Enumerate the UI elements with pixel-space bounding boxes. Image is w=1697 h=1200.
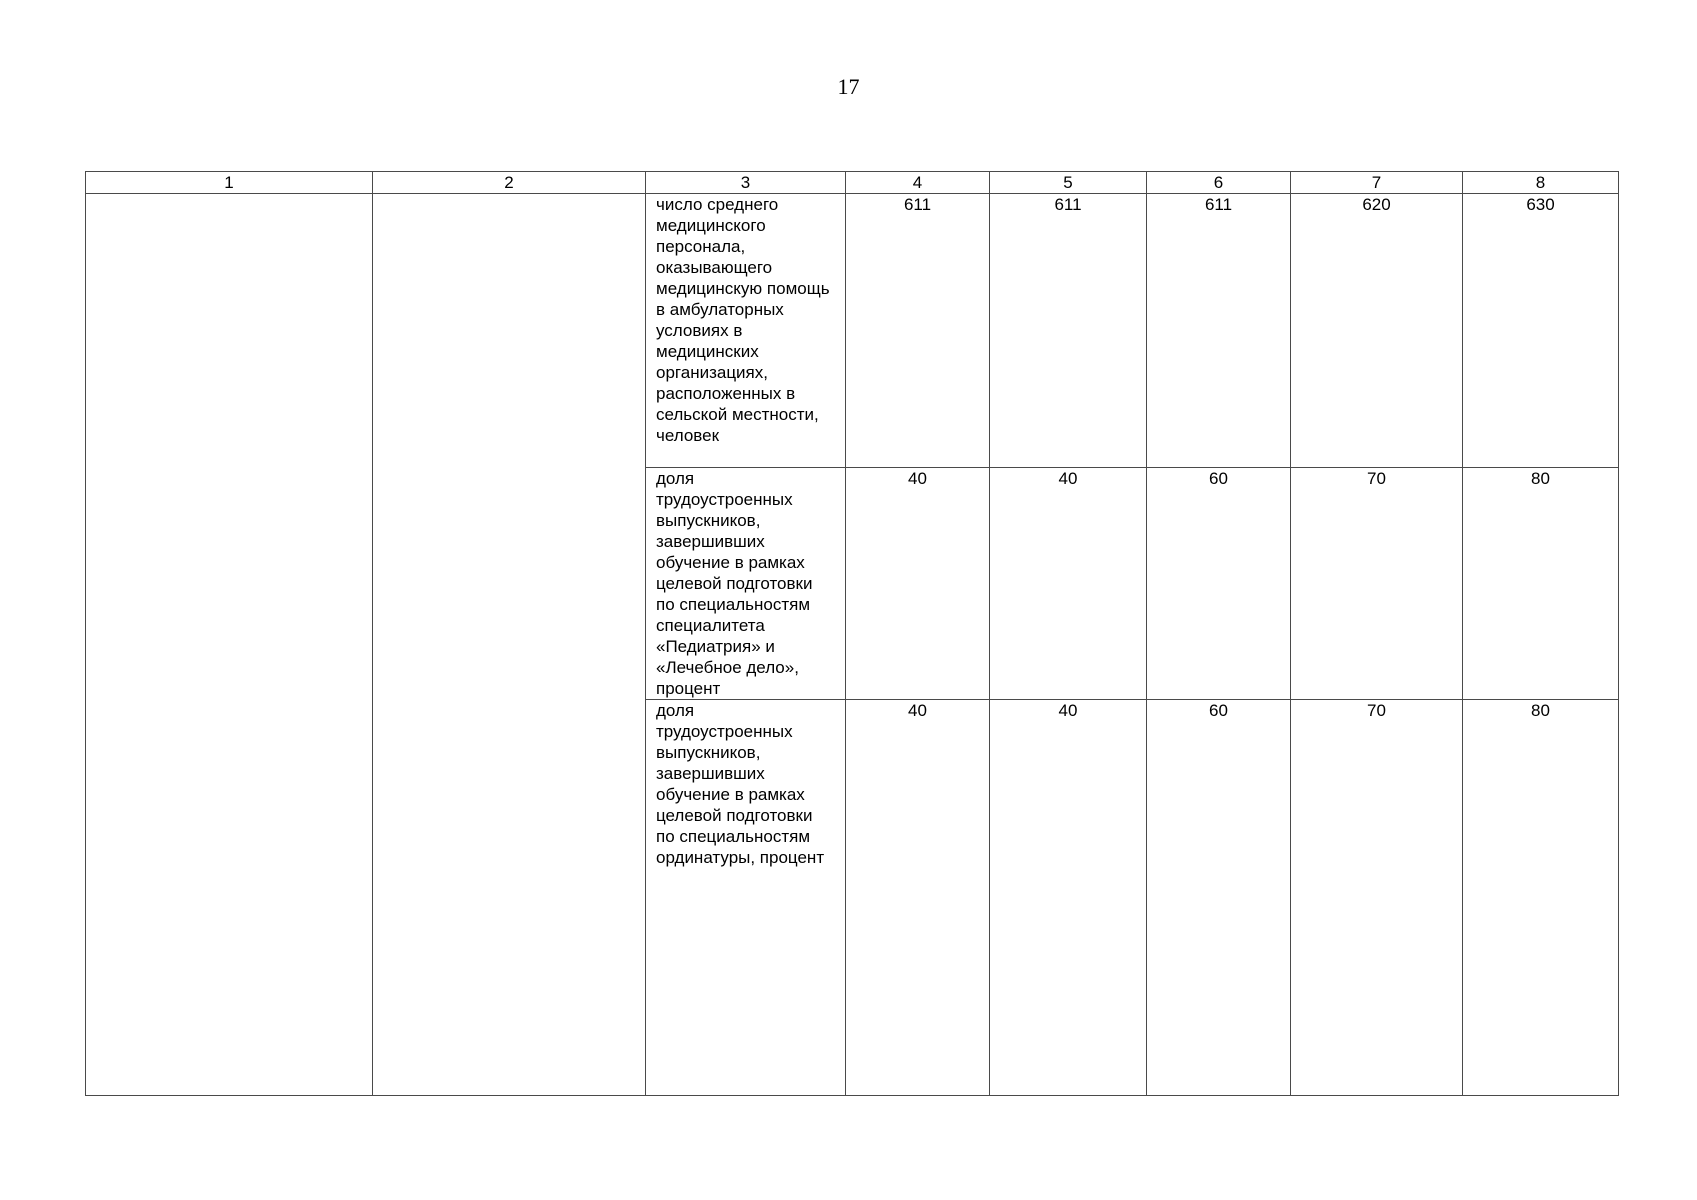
column-header-3: 3 [646,172,846,194]
value-cell: 40 [990,468,1147,700]
value-cell: 611 [846,194,990,468]
empty-cell-col-2 [373,194,646,1096]
column-header-1: 1 [86,172,373,194]
indicator-name: доля трудоустроенных выпускников, завершивших обучение в рамках целевой подготовки по специальностям специалитета «Педиатрия» и «Лечебное дело», процент [646,468,846,700]
column-header-5: 5 [990,172,1147,194]
value-cell: 80 [1463,700,1619,1096]
indicator-name: доля трудоустроенных выпускников, завершивших обучение в рамках целевой подготовки по специальностям ординатуры, процент [646,700,846,1096]
column-header-8: 8 [1463,172,1619,194]
column-header-4: 4 [846,172,990,194]
page-number: 17 [837,74,860,99]
empty-cell-col-1 [86,194,373,1096]
header-row [86,172,1619,194]
value-cell: 630 [1463,194,1619,468]
value-cell: 40 [846,468,990,700]
data-table [85,171,1619,1096]
value-cell: 60 [1147,468,1291,700]
indicator-name: число среднего медицинского персонала, оказывающего медицинскую помощь в амбулаторных условиях в медицинских организациях, расположенных в сельской местности, человек [646,194,846,468]
value-cell: 60 [1147,700,1291,1096]
value-cell: 611 [990,194,1147,468]
column-header-7: 7 [1291,172,1463,194]
value-cell: 611 [1147,194,1291,468]
column-header-2: 2 [373,172,646,194]
value-cell: 70 [1291,468,1463,700]
value-cell: 80 [1463,468,1619,700]
value-cell: 620 [1291,194,1463,468]
value-cell: 40 [846,700,990,1096]
table-row [86,194,1619,468]
column-header-6: 6 [1147,172,1291,194]
value-cell: 40 [990,700,1147,1096]
value-cell: 70 [1291,700,1463,1096]
